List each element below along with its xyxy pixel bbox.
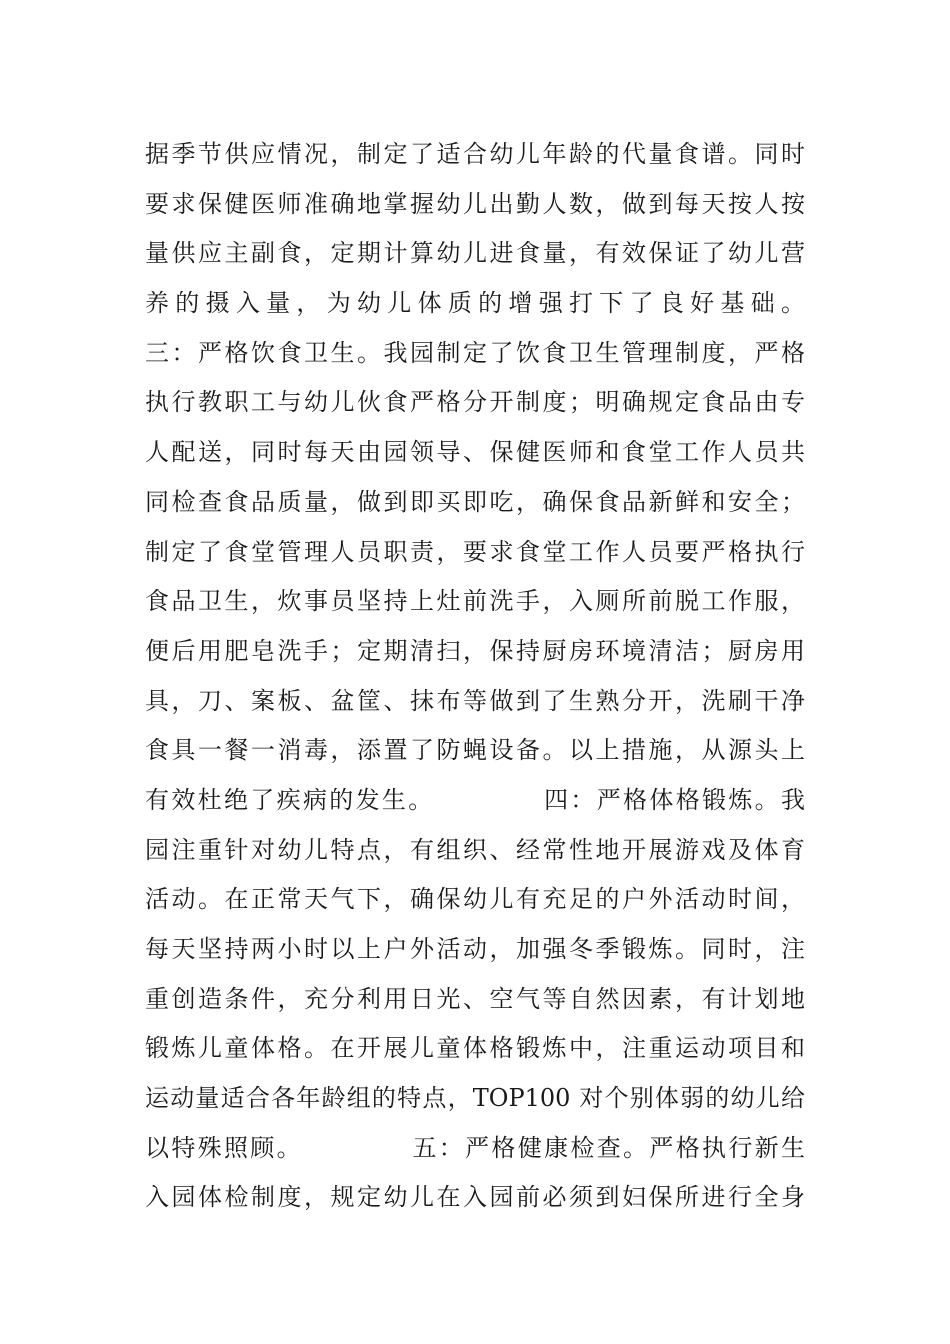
text-line-12: 具，刀、案板、盆筐、抹布等做到了生熟分开，洗刷干净 — [145, 686, 805, 715]
text-line-1: 据季节供应情况，制定了适合幼儿年龄的代量食谱。同时 — [145, 140, 805, 168]
text-line-6: 执行教职工与幼儿伙食严格分开制度；明确规定食品由专 — [145, 388, 805, 417]
text-line-17: 每天坚持两小时以上户外活动，加强冬季锻炼。同时，注 — [145, 935, 805, 963]
body-text — [145, 130, 805, 1223]
text-line-3: 量供应主副食，定期计算幼儿进食量，有效保证了幼儿营 — [145, 239, 805, 268]
text-line-2: 要求保健医师准确地掌握幼儿出勤人数，做到每天按人按 — [145, 189, 805, 218]
text-line-19: 锻炼儿童体格。在开展儿童体格锻炼中，注重运动项目和 — [145, 1034, 805, 1063]
text-line-21: 以特殊照顾。 五：严格健康检查。严格执行新生 — [145, 1133, 805, 1162]
text-line-7: 人配送，同时每天由园领导、保健医师和食堂工作人员共 — [145, 438, 805, 467]
text-line-22: 入园体检制度，规定幼儿在入园前必须到妇保所进行全身 — [145, 1183, 805, 1212]
text-line-8: 同检查食品质量，做到即买即吃，确保食品新鲜和安全； — [145, 487, 805, 516]
text-line-10: 食品卫生，炊事员坚持上灶前洗手，入厕所前脱工作服， — [145, 587, 805, 616]
text-line-13: 食具一餐一消毒，添置了防蝇设备。以上措施，从源头上 — [145, 736, 805, 765]
text-line-14: 有效杜绝了疾病的发生。 四：严格体格锻炼。我 — [145, 785, 805, 814]
text-line-5: 三：严格饮食卫生。我园制定了饮食卫生管理制度，严格 — [145, 338, 805, 367]
text-line-9: 制定了食堂管理人员职责，要求食堂工作人员要严格执行 — [145, 537, 805, 566]
text-line-11: 便后用肥皂洗手；定期清扫，保持厨房环境清洁；厨房用 — [145, 636, 805, 665]
text-line-15: 园注重针对幼儿特点，有组织、经常性地开展游戏及体育 — [145, 835, 805, 864]
text-line-18: 重创造条件，充分利用日光、空气等自然因素，有计划地 — [145, 984, 805, 1013]
text-line-20: 运动量适合各年龄组的特点，TOP100 对个别体弱的幼儿给 — [145, 1084, 805, 1113]
text-line-16: 活动。在正常天气下，确保幼儿有充足的户外活动时间， — [145, 885, 805, 914]
text-line-4: 养的摄入量，为幼儿体质的增强打下了良好基础。 — [145, 289, 805, 318]
